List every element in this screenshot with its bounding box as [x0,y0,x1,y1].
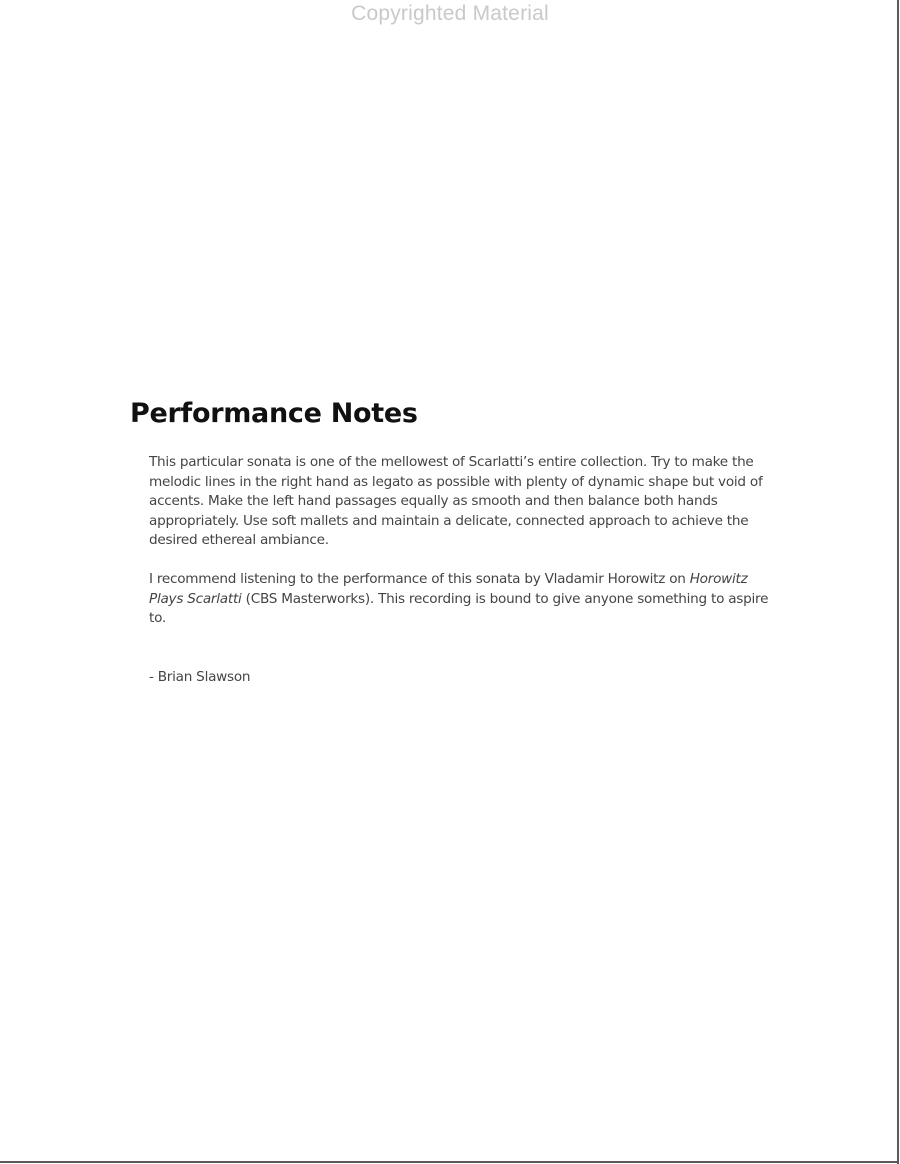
album-title: Horowitz Plays Scarlatti [149,571,748,607]
performance-notes-body [149,453,774,687]
paragraph-2-outro: (CBS Masterworks). This recording is bound to give anyone something to aspire to. [149,590,769,626]
page-title: Performance Notes [130,398,418,429]
paragraph-2-intro: I recommend listening to the performance of this sonata by Vladamir Horowitz on [149,571,690,587]
notes-paragraph-1: This particular sonata is one of the mellowest of Scarlatti’s entire collection. Try to make the melodic lines in the right hand as legato as possible with plenty of dynamic shape but void of accents. Make the left hand passages equally as smooth and then balance both hands appropriately. Use soft mallets and maintain a delicate, connected approach to achieve the desired ethereal ambiance. [149,454,763,548]
notes-paragraph-2 [149,570,774,629]
page-edge-bottom [0,1161,899,1163]
copyright-watermark: Copyrighted Material [351,2,549,25]
page-edge-right [897,0,899,1164]
author-signature: - Brian Slawson [149,668,251,685]
